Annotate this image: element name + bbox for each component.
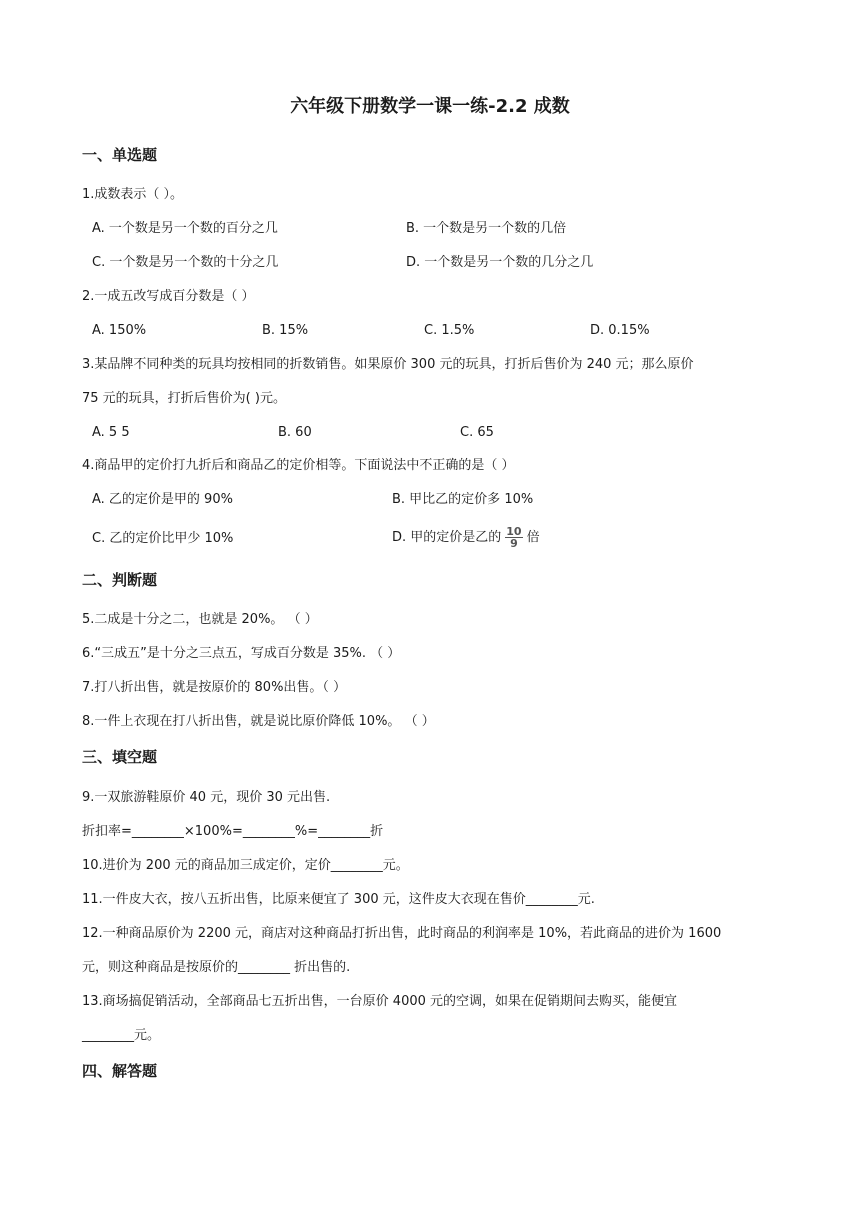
question-10: 10.进价为 200 元的商品加三成定价，定价________元。 — [82, 858, 409, 873]
question-4-option-d — [392, 521, 540, 555]
question-1-option-b: B. 一个数是另一个数的几倍 — [406, 221, 567, 236]
fraction-denominator: 9 — [510, 537, 518, 550]
question-3-option-a: A. 5 5 — [92, 425, 130, 440]
question-12-line-2: 元，则这种商品是按原价的________ 折出售的. — [82, 960, 351, 975]
question-3-option-b: B. 60 — [278, 425, 312, 440]
question-9-formula: 折扣率=________×100%=________%=________折 — [82, 824, 384, 839]
question-2-option-b: B. 15% — [262, 323, 309, 338]
page-title: 六年级下册数学一课一练-2.2 成数 — [290, 96, 570, 117]
question-4-option-a: A. 乙的定价是甲的 90% — [92, 492, 233, 507]
question-4-option-d-suffix: 倍 — [526, 530, 540, 545]
question-1-option-a: A. 一个数是另一个数的百分之几 — [92, 221, 278, 236]
question-2-option-a: A. 150% — [92, 323, 147, 338]
section-heading-true-false: 二、判断题 — [82, 571, 158, 589]
section-heading-single-choice: 一、单选题 — [82, 146, 158, 164]
question-1-option-d: D. 一个数是另一个数的几分之几 — [406, 255, 594, 270]
question-2-option-c: C. 1.5% — [424, 323, 475, 338]
question-1-stem: 1.成数表示（ ）。 — [82, 187, 184, 202]
question-13-line-2: ________元。 — [82, 1028, 161, 1043]
question-4-option-c: C. 乙的定价比甲少 10% — [92, 531, 234, 546]
question-13-line-1: 13.商场搞促销活动，全部商品七五折出售，一台原价 4000 元的空调，如果在促销期间去购买，能便宜 — [82, 994, 678, 1009]
question-11: 11.一件皮大衣，按八五折出售，比原来便宜了 300 元，这件皮大衣现在售价________元. — [82, 892, 595, 907]
question-2-stem: 2.一成五改写成百分数是（ ） — [82, 289, 255, 304]
question-3-stem-line-1: 3.某品牌不同种类的玩具均按相同的折数销售。如果原价 300 元的玩具，打折后售价为 240 元；那么原价 — [82, 357, 694, 372]
question-3-option-c: C. 65 — [460, 425, 494, 440]
question-9-stem: 9.一双旅游鞋原价 40 元，现价 30 元出售. — [82, 790, 331, 805]
question-5: 5.二成是十分之二，也就是 20%。 （ ） — [82, 612, 318, 627]
question-6: 6.“三成五”是十分之三点五，写成百分数是 35%. （ ） — [82, 646, 401, 661]
section-heading-fill-blank: 三、填空题 — [82, 748, 158, 766]
section-heading-answer: 四、解答题 — [82, 1062, 158, 1080]
question-12-line-1: 12.一种商品原价为 2200 元，商店对这种商品打折出售，此时商品的利润率是 10%，若此商品的进价为 1600 — [82, 926, 722, 941]
fraction-numerator: 10 — [506, 525, 522, 538]
question-1-option-c: C. 一个数是另一个数的十分之几 — [92, 255, 279, 270]
question-4-stem: 4.商品甲的定价打九折后和商品乙的定价相等。下面说法中不正确的是（ ） — [82, 458, 515, 473]
fraction-ten-ninths — [505, 526, 522, 549]
question-3-stem-line-2: 75 元的玩具，打折后售价为( )元。 — [82, 391, 286, 406]
question-4-option-d-prefix: D. 甲的定价是乙的 — [392, 530, 502, 545]
question-2-option-d: D. 0.15% — [590, 323, 650, 338]
question-4-option-b: B. 甲比乙的定价多 10% — [392, 492, 534, 507]
question-8: 8.一件上衣现在打八折出售，就是说比原价降低 10%。 （ ） — [82, 714, 435, 729]
question-7: 7.打八折出售，就是按原价的 80%出售。（ ） — [82, 680, 347, 695]
